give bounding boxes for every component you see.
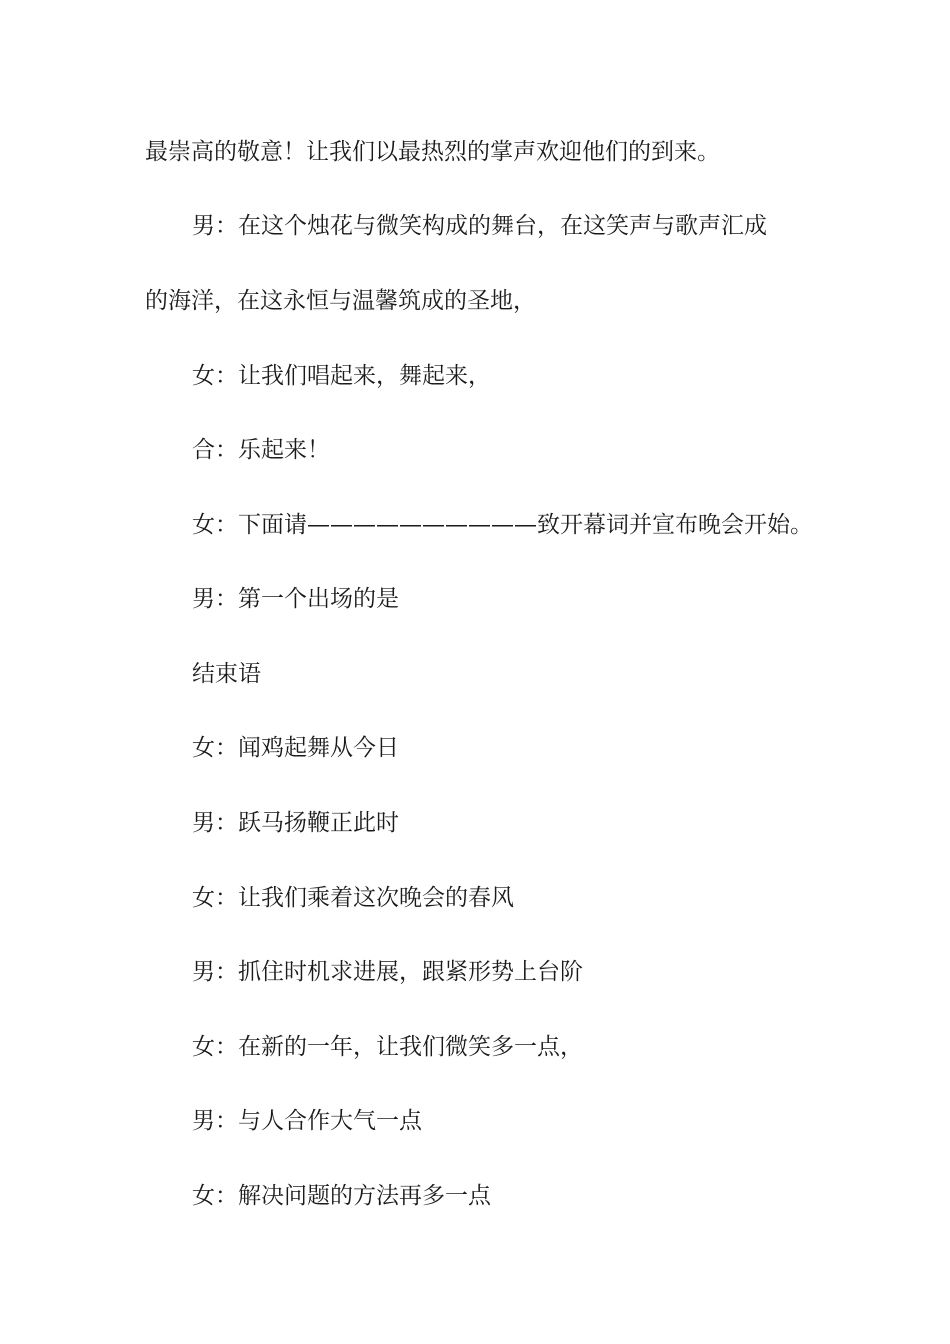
paragraph-line: 女：让我们乘着这次晚会的春风 [192,885,514,911]
paragraph-line: 男：与人合作大气一点 [192,1108,422,1134]
paragraph-line: 女：下面请——————————致开幕词并宣布晚会开始。 [192,512,813,538]
paragraph-line: 女：闻鸡起舞从今日 [192,735,399,761]
section-heading: 结束语 [192,661,261,687]
paragraph-line: 女：在新的一年，让我们微笑多一点， [192,1034,583,1060]
paragraph-line: 女：解决问题的方法再多一点 [192,1183,491,1209]
paragraph-line: 男：抓住时机求进展，跟紧形势上台阶 [192,959,583,985]
paragraph-line: 的海洋，在这永恒与温馨筑成的圣地， [145,288,536,314]
paragraph-line: 男：在这个烛花与微笑构成的舞台，在这笑声与歌声汇成 [192,213,767,239]
paragraph-line: 合：乐起来！ [192,437,330,463]
paragraph-line: 女：让我们唱起来，舞起来， [192,363,491,389]
paragraph-line: 最崇高的敬意！让我们以最热烈的掌声欢迎他们的到来。 [145,139,720,165]
paragraph-line: 男：跃马扬鞭正此时 [192,810,399,836]
paragraph-line: 男：第一个出场的是 [192,586,399,612]
